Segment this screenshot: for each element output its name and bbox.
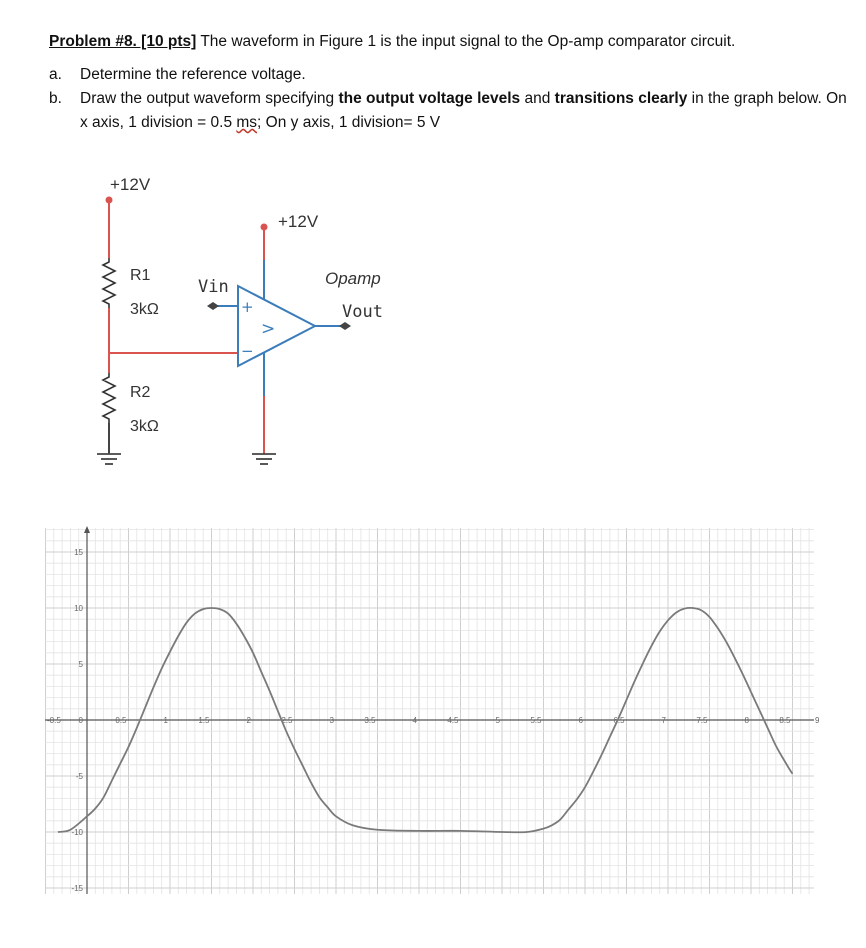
y-tick-label: 15 [74,548,83,557]
x-tick-label: 2.5 [281,716,293,725]
part-a-text: Determine the reference voltage. [80,66,306,83]
problem-text: The waveform in Figure 1 is the input signal to the Op-amp comparator circuit. [196,33,736,50]
opamp-label: Opamp [325,269,381,288]
y-tick-label: -15 [71,884,83,893]
part-b-bold-levels: the output voltage levels [338,90,521,107]
part-b-unit-ms: ms [236,114,258,131]
part-a-marker: a. [49,66,62,83]
x-tick-label: 2 [246,716,251,725]
x-tick-label: 7.5 [696,716,708,725]
x-tick-label: 8.5 [779,716,791,725]
problem-heading: Problem #8. [10 pts] [49,33,197,50]
x-tick-label: 6 [578,716,583,725]
vout-label: Vout [342,302,383,322]
x-tick-label: 8 [744,716,749,725]
part-b [49,87,849,135]
x-tick-label: 5 [495,716,500,725]
waveform-graph [0,522,866,902]
resistor-r2-symbol [103,373,115,423]
comparator-circuit [0,160,420,480]
problem-statement [49,30,849,54]
opamp-inner-symbol: > [261,319,276,339]
x-edge-label-right: 9 [815,716,820,725]
x-tick-label: 0.5 [115,716,127,725]
y-tick-label: 0 [78,716,83,725]
x-tick-label: 4.5 [447,716,459,725]
x-tick-label: 3.5 [364,716,376,725]
y-tick-label: 5 [78,660,83,669]
vout-terminal [339,322,351,330]
graph-grid [45,528,814,894]
left-ground-icon [97,454,121,464]
vin-terminal [207,302,219,310]
part-b-marker: b. [49,90,62,107]
r1-value: 3kΩ [130,301,159,318]
x-tick-label: 5.5 [530,716,542,725]
y-tick-label: -5 [75,772,83,781]
x-tick-label: 4 [412,716,417,725]
part-b-text-4: ; On y axis, 1 division= 5 V [257,114,441,131]
plus-input-sign: + [241,298,254,316]
y-tick-label: 10 [74,604,83,613]
vin-label: Vin [198,277,229,297]
opamp-supply-label: +12V [278,212,319,231]
x-tick-label: 1 [163,716,168,725]
left-supply-label: +12V [110,175,151,194]
question-list [49,63,849,135]
x-tick-label: 3 [329,716,334,725]
x-tick-label: 7 [661,716,666,725]
minus-input-sign: − [241,342,254,360]
graph-axes [45,526,814,894]
r2-name: R2 [130,384,151,401]
y-tick-label: -10 [71,828,83,837]
part-b-text-1: Draw the output waveform specifying [80,90,339,107]
x-tick-label: 1.5 [198,716,210,725]
opamp-ground-icon [252,454,276,464]
x-edge-label-left: -0.5 [47,716,61,725]
part-a [49,63,849,87]
r2-value: 3kΩ [130,418,159,435]
part-b-text-2: and [520,90,555,107]
part-b-bold-transitions: transitions clearly [554,90,688,107]
resistor-r1-symbol [103,258,115,308]
r1-name: R1 [130,267,151,284]
x-tick-label: 6.5 [613,716,625,725]
part-b-text-3: in the graph below. On x axis, 1 division = 0.5 [80,90,847,131]
